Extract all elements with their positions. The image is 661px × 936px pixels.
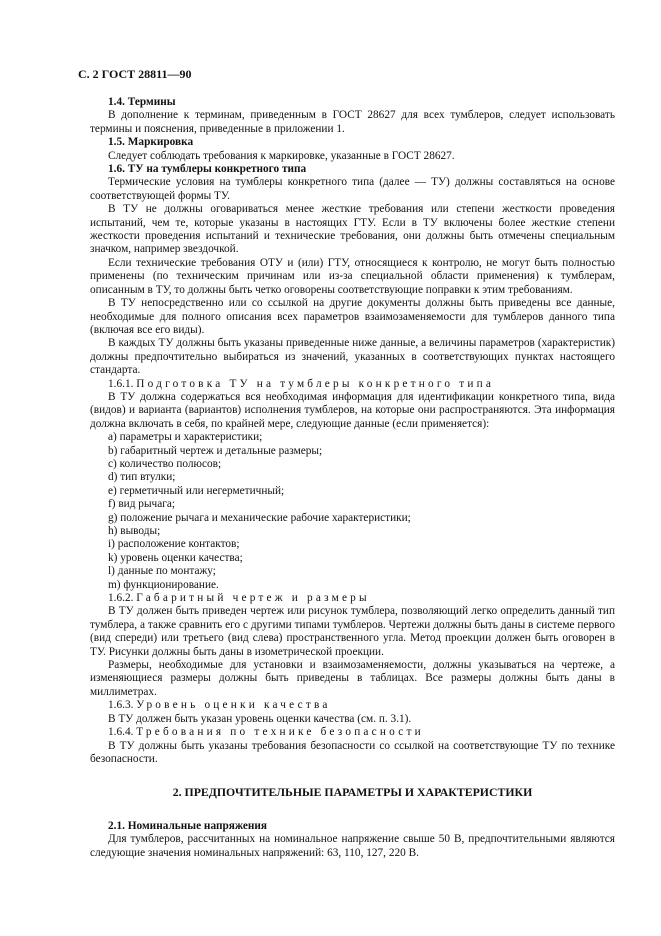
section-1-6-para: В каждых ТУ должны быть указаны приведенные ниже данные, а величины параметров (характеристик) должны предпочтительно выбираться из значений, указанных в соответствующих пунктах настоящего стандарта.	[90, 337, 615, 377]
section-2-1-title: 2.1. Номинальные напряжения	[108, 819, 268, 832]
section-2-title: 2. ПРЕДПОЧТИТЕЛЬНЫЕ ПАРАМЕТРЫ И ХАРАКТЕРИСТИКИ	[172, 785, 533, 800]
section-1-6-para: Термические условия на тумблеры конкретного типа (далее — ТУ) должны составляться на основе соответствующей формы ТУ.	[90, 176, 615, 202]
subsection-title: Уровень оценки качества	[136, 699, 331, 712]
section-1-4-text: В дополнение к терминам, приведенным в ГОСТ 28627 для всех тумблеров, следует использовать термины и пояснения, приведенные в приложении 1.	[90, 109, 615, 135]
list-item: g) положение рычага и механические рабочие характеристики;	[108, 511, 411, 524]
list-item: m) функционирование.	[108, 578, 219, 591]
list-item: b) габаритный чертеж и детальные размеры;	[108, 444, 323, 457]
section-1-6-para: В ТУ не должны оговариваться менее жесткие требования или степени жесткости проведения испытаний, чем те, которые указаны в настоящих ГТУ. Если в ТУ включены более жесткие степени жесткости проведения испытаний и технические требования, они должны быть отмечены специальным значком, например звездочкой.	[90, 203, 615, 256]
subsection-number: 1.6.1.	[108, 377, 134, 390]
subsection-1-6-4-text: В ТУ должны быть указаны требования безопасности со ссылкой на соответствующие ТУ по технике безопасности.	[90, 739, 615, 765]
list-item: d) тип втулки;	[108, 471, 176, 484]
section-2-1-text: Для тумблеров, рассчитанных на номинальное напряжение свыше 50 В, предпочтительными являются следующие значения номинальных напряжений: 63, 110, 127, 220 В.	[90, 833, 615, 859]
subsection-1-6-2-heading	[90, 592, 615, 605]
list-item: с) количество полюсов;	[108, 457, 222, 470]
subsection-1-6-1-text: В ТУ должна содержаться вся необходимая информация для идентификации конкретного типа, вида (видов) и варианта (вариантов) исполнения тумблеров, на которые они распространяются. Эта информация должна включать в себя, по крайней мере, следующие данные (если применяется):	[90, 390, 615, 430]
subsection-1-6-1-heading	[90, 378, 615, 391]
subsection-number: 1.6.3.	[108, 699, 134, 712]
list-item: i) расположение контактов;	[108, 538, 240, 551]
subsection-title: Габаритный чертеж и размеры	[136, 592, 370, 605]
list-item: l) данные по монтажу;	[108, 565, 216, 578]
section-1-5-title: 1.5. Маркировка	[108, 136, 194, 149]
subsection-1-6-2-para: Размеры, необходимые для установки и взаимозаменяемости, должны указываться на чертеже, а изменяющиеся размеры должны быть приведены в таблицах. Все размеры должны быть даны в миллиметрах.	[90, 659, 615, 698]
section-1-6-para: В ТУ непосредственно или со ссылкой на другие документы должны быть приведены все данные, необходимые для полного описания всех параметров взаимозаменяемости для тумблеров данного типа (включая все его виды).	[90, 297, 615, 336]
section-1-5-text: Следует соблюдать требования к маркировке, указанные в ГОСТ 28627.	[108, 149, 455, 162]
subsection-number: 1.6.4.	[108, 726, 134, 739]
subsection-number: 1.6.2.	[108, 592, 134, 605]
subsection-1-6-3-heading	[90, 699, 615, 712]
list-item: h) выводы;	[108, 525, 161, 537]
list-item: е) герметичный или негерметичный;	[108, 484, 285, 497]
subsection-1-6-4-heading	[90, 726, 615, 739]
requirements-list	[90, 431, 615, 592]
list-item: k) уровень оценки качества;	[108, 551, 243, 564]
subsection-1-6-3-text: В ТУ должен быть указан уровень оценки качества (см. п. 3.1).	[108, 712, 412, 725]
section-1-6-para: Если технические требования ОТУ и (или) ГТУ, относящиеся к контролю, не могут быть полностью применены (по техническим причинам или из-за специальной области применения) к тумблерам, описанным в ТУ, то должны быть четко оговорены соответствующие поправки к этим требованиям.	[90, 256, 615, 296]
subsection-title: Требования по технике безопасности	[136, 726, 424, 739]
list-item: f) вид рычага;	[108, 498, 176, 511]
section-1-4-title: 1.4. Термины	[108, 96, 176, 108]
list-item: а) параметры и характеристики;	[108, 431, 263, 444]
document-body	[90, 96, 615, 860]
subsection-1-6-2-para: В ТУ должен быть приведен чертеж или рисунок тумблера, позволяющий легко определить данный тип тумблера, а также сравнить его с другими типами тумблеров. Чертежи должны быть даны в системе первого (вид спереди) или третьего (вид слева) пространственного угла. Метод проекции должен быть оговорен в ТУ. Рисунки должны быть даны в изометрической проекции.	[90, 605, 615, 658]
page-header: С. 2 ГОСТ 28811—90	[78, 67, 192, 81]
subsection-title: Подготовка ТУ на тумблеры конкретного типа	[136, 377, 495, 390]
section-1-6-title: 1.6. ТУ на тумблеры конкретного типа	[108, 163, 307, 176]
